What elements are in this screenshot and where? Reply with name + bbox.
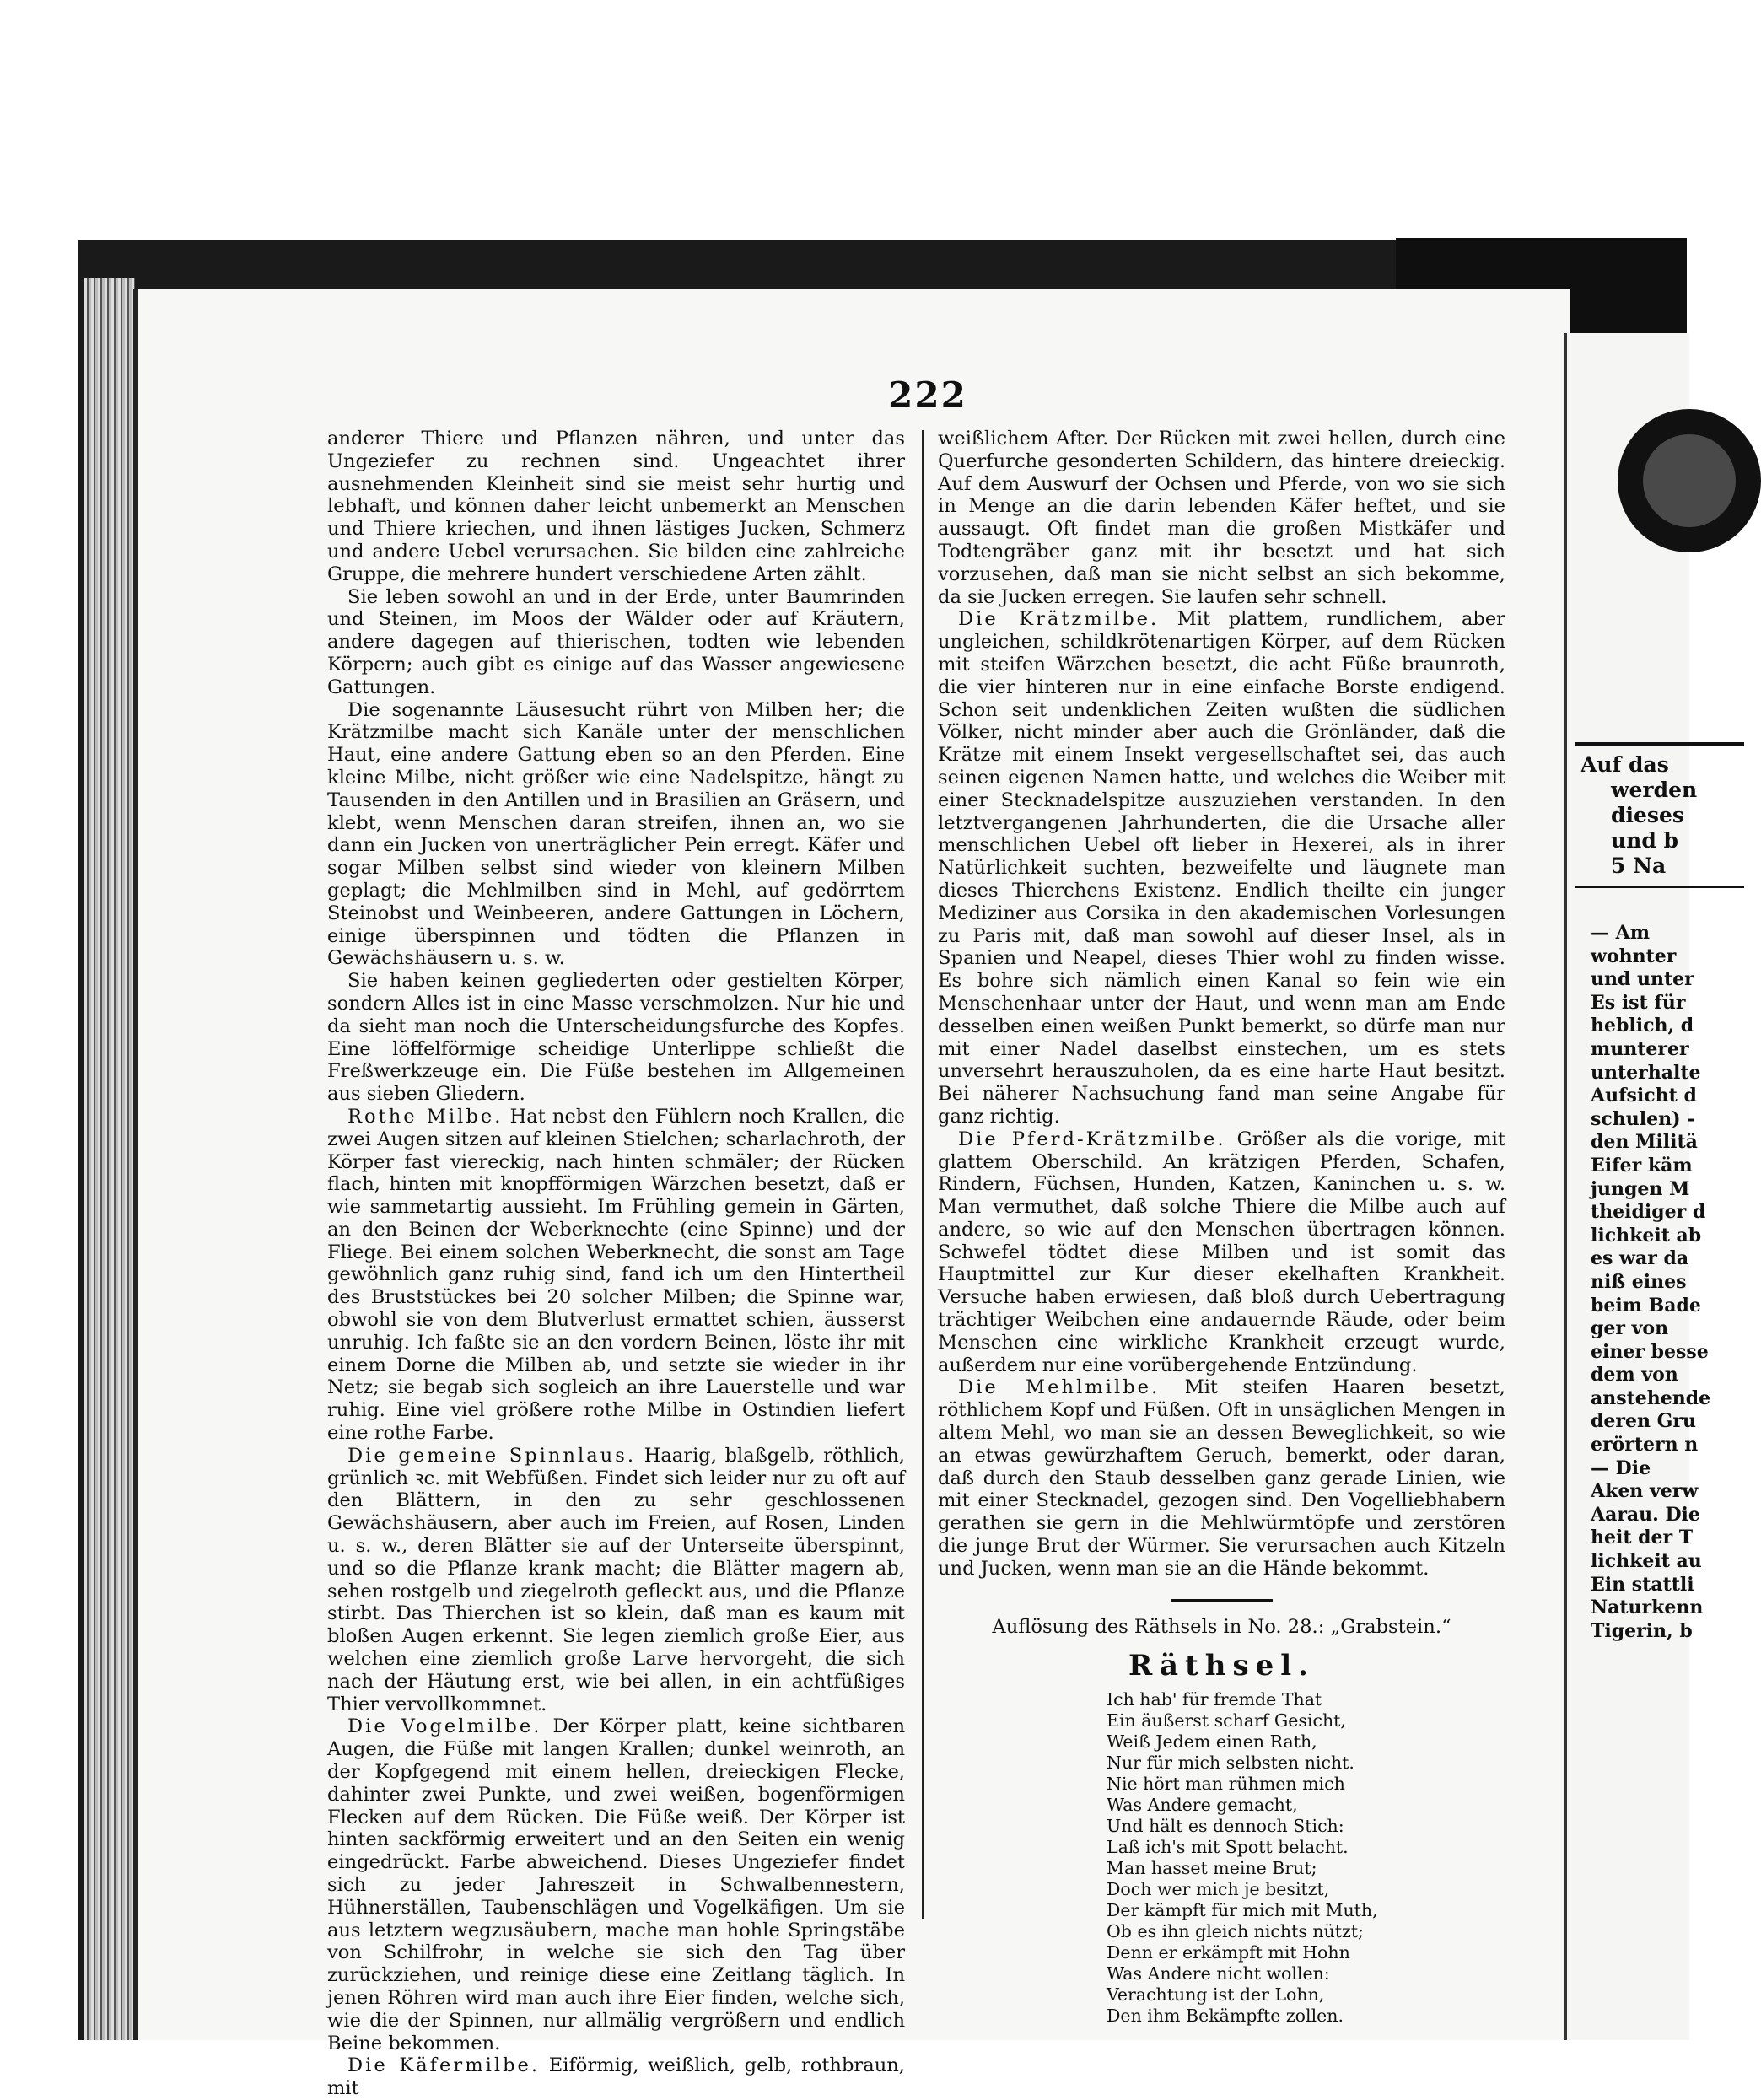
poem-line: Laß ich's mit Spott belacht. [1107,1837,1349,1858]
body-line: theidiger d [1591,1201,1706,1224]
body-line: ger von [1591,1317,1669,1340]
divider [1575,886,1744,888]
body-line: Ein stattli [1591,1573,1694,1596]
body-line: Tigerin, b [1591,1619,1693,1642]
body-line: — Am [1591,922,1651,944]
body-fragment [1591,922,1710,1643]
body-line: Eifer käm [1591,1154,1693,1177]
poem-line: Weiß Jedem einen Rath, [1107,1731,1317,1753]
poem-line: Der kämpft für mich mit Muth, [1107,1900,1378,1921]
body-line: Es ist für [1591,991,1686,1014]
paragraph: Sie leben sowohl an und in der Erde, unter Baumrinden und Steinen, im Moos der Wälder oder auf Kräutern, andere dagegen auf thierischen, todten wie lebenden Körpern; auch gibt es einige auf das Wasser angewiesene Gattungen. [327,585,905,698]
section-separator [1171,1599,1273,1602]
poem-line: Doch wer mich je besitzt, [1107,1879,1330,1900]
body-line: lichkeit ab [1591,1224,1702,1247]
body-line: heblich, d [1591,1015,1694,1037]
poem-line: Nie hört man rühmen mich [1107,1774,1345,1795]
notice-line: dieses [1611,803,1684,827]
body-line: einer besse [1591,1340,1709,1363]
body-line: es war da [1591,1247,1689,1270]
paragraph: anderer Thiere und Pflanzen nähren, und unter das Ungeziefer zu rechnen sind. Ungeachtet ihrer ausnehmenden Kleinheit sind sie meist sehr hurtig und lebhaft, und können daher leicht unbemerkt an Menschen und Thiere kriechen, und ihnen lästiges Jucken, Schmerz und andere Uebel verursachen. Sie bilden eine zahlreiche Gruppe, die mehrere hundert verschiedene Arten zählt. [327,428,905,585]
body-line: Aufsicht d [1591,1085,1697,1107]
poem-line: Man hasset meine Brut; [1107,1858,1317,1879]
poem-line: Verachtung ist der Lohn, [1107,1984,1325,2006]
body-line: Aarau. Die [1591,1503,1700,1526]
poem-line: Ein äußerst scharf Gesicht, [1107,1710,1346,1731]
divider [1575,742,1744,746]
entry-term: Die Pferd-Krätzmilbe. [958,1128,1226,1150]
poem-line: Den ihm Bekämpfte zollen. [1107,2006,1344,2027]
entry-term: Rothe Milbe. [347,1105,504,1128]
body-line: lichkeit au [1591,1550,1702,1573]
right-column [938,428,1505,2027]
body-line: beim Bade [1591,1294,1701,1317]
notice-line: und b [1611,828,1679,853]
body-line: deren Gru [1591,1410,1696,1433]
body-line: Aken verw [1591,1480,1699,1503]
masthead-logo-icon [1618,409,1761,552]
poem-line: Ob es ihn gleich nichts nützt; [1107,1921,1364,1942]
paragraph: Rothe Milbe. Hat nebst den Fühlern noch Krallen, die zwei Augen sitzen auf kleinen Stielchen; scharlachroth, der Körper fast viereckig, nach hinten schmäler; der Rücken flach, hinten mit knopfförmigen Wärzchen besetzt, daß er wie sammetartig aussieht. Im Frühling gemein in Gärten, an den Beinen der Weberknechte (eine Spinne) und der Fliege. Bei einem solchen Weberknecht, die sonst am Tage gewöhnlich ganz ruhig sind, fand ich um den Hintertheil des Bruststückes bei 20 solcher Milben; die Spinne war, obwohl sie von dem Blutverlust ermattet schien, äusserst unruhig. Ich faßte sie an den vordern Beinen, löste ihr mit einem Dorne die Milben ab, und setzte sie wieder in ihr Netz; sie begab sich sogleich an ihre Lauerstelle und war ruhig. Eine viel größere rothe Milbe in Ostindien liefert eine rothe Farbe. [327,1105,905,1445]
body-line: munterer [1591,1037,1689,1060]
paragraph: Die Mehlmilbe. Mit steifen Haaren besetzt, röthlichem Kopf und Füßen. Oft in unsäglichen Mengen in altem Mehl, wo man sie an dessen Beweglichkeit, so wie an etwas gewürzhaftem Geruch, bemerkt, oder daran, daß durch den Staub desselben ganz gerade Linien, wie mit einer Stecknadel, gezogen sind. Den Vogelliebhabern gerathen sie gern in die Mehlwürmtöpfe und zerstören die junge Brut der Würmer. Sie verursachen auch Kitzeln und Jucken, wenn man sie an die Hände bekommt. [938,1376,1505,1580]
entry-term: Die Krätzmilbe. [958,608,1160,631]
poem-line: Ich hab' für fremde That [1107,1689,1322,1710]
paragraph: Die sogenannte Läusesucht rührt von Milben her; die Krätzmilbe macht sich Kanäle unter der menschlichen Haut, eine andere Gattung eben so an den Pferden. Eine kleine Milbe, nicht größer wie eine Nadelspitze, hängt zu Tausenden in den Antillen und in Brasilien an Gräsern, und klebt, wenn Menschen daran streifen, ihnen an, wo sie dann ein Jucken von unerträglicher Pein erregt. Käfer und sogar Milben selbst sind wieder von kleinern Milben geplagt; die Mehlmilben sind in Mehl, auf gedörrtem Steinobst und Weinbeeren, andere Gattungen in Löchern, einige überspinnen und tödten die Pflanzen in Gewächshäusern u. s. w. [327,698,905,970]
poem-line: Nur für mich selbsten nicht. [1107,1753,1354,1774]
paragraph: Die gemeine Spinnlaus. Haarig, blaßgelb, röthlich, grünlich ꝛc. mit Webfüßen. Findet sich leider nur zu oft auf den Blättern, in den zu sehr geschlossenen Gewächshäusern, aber auch im Freien, auf Rosen, Linden u. s. w., deren Blätter sie auf der Unterseite überspinnt, und so die Pflanze krank macht; die Blätter magern ab, sehen rostgelb und ziegelroth gefleckt aus, und die Pflanze stirbt. Das Thierchen ist so klein, daß man es kaum mit bloßen Augen erkennt. Sie legen ziemlich große Eier, aus welchen eine ziemlich große Larve hervorgeht, die sich nach der Häutung erst, wie bei allen, in ein achtfüßiges Thier vervollkommnet. [327,1444,905,1715]
paragraph: Die Vogelmilbe. Der Körper platt, keine sichtbaren Augen, die Füße mit langen Krallen; dunkel weinroth, an der Kopfgegend mit einem hellen, dreieckigen Flecke, dahinter zwei Punkte, und zwei weißen, bogenförmigen Flecken auf dem Rücken. Die Füße weiß. Der Körper ist hinten sackförmig erweitert und an den Seiten ein wenig eingedrückt. Farbe abweichend. Dieses Ungeziefer findet sich zu jeder Jahreszeit in Schwalbennestern, Hühnerställen, Taubenschlägen und Vogelkäfigen. Um sie aus letztern wegzusäubern, mache man hohle Springstäbe von Schilfrohr, in welche sie sich den Tag über zurückziehen, und reinige diese eine Zeitlang täglich. In jenen Röhren wird man auch ihre Eier finden, welche sich, wie die der Spinnen, nur allmälig vergrößern und endlich Beine bekommen. [327,1715,905,2054]
paragraph: Die Krätzmilbe. Mit plattem, rundlichem, aber ungleichen, schildkrötenartigen Körper, auf dem Rücken mit steifen Wärzchen besetzt, die acht Füße braunroth, die vier hinteren nur in eine einfache Borste endigend. Schon seit undenklichen Zeiten wußten die südlichen Völker, nicht minder aber auch die Grönländer, daß die Krätze mit einem Insekt vergesellschaftet sei, das auch seinen eigenen Namen hatte, und welches die Weiber mit einer Stecknadelspitze auszuziehen verstanden. In den letztvergangenen Jahrhunderten, die die Ursache aller menschlichen Uebel oft lieber in Hexerei, als in ihrer Natürlichkeit suchten, bezweifelte und läugnete man dieses Thierchens Existenz. Endlich theilte ein junger Mediziner aus Corsika in den akademischen Vorlesungen zu Paris mit, daß man sowohl auf dieser Insel, als in Spanien und Neapel, dieses Thier wohl zu finden wisse. Es bohre sich nämlich einen Kanal so fein wie ein Menschenhaar unter der Haut, und wenn man am Ende desselben einen weißen Punkt bemerkt, so dürfe man nur mit einer Nadel daselbst einstechen, um es stets unversehrt herauszuholen, da es eine harte Haut besitzt. Bei näherer Nachsuchung fand man seine Angabe für ganz richtig. [938,608,1505,1128]
notice-line: werden [1611,778,1698,802]
notice-line: 5 Na [1611,853,1667,878]
poem-line: Was Andere gemacht, [1107,1795,1298,1816]
body-line: den Militä [1591,1131,1698,1154]
left-column [327,428,905,2100]
paragraph: Sie haben keinen gegliederten oder gestielten Körper, sondern Alles ist in eine Masse verschmolzen. Nur hie und da sieht man noch die Unterscheidungsfurche des Kopfes. Eine löffelförmige scheidige Unterlippe schließt die Freßwerkzeuge ein. Die Füße bestehen im Allgemeinen aus sieben Gliedern. [327,970,905,1106]
entry-term: Die Mehlmilbe. [958,1376,1161,1399]
entry-term: Die Käfermilbe. [347,2054,541,2077]
entry-term: Die Vogelmilbe. [347,1715,542,1738]
riddle-answer: Auflösung des Räthsels in No. 28.: „Grabstein.“ [992,1615,1451,1638]
page-number: 222 [888,374,967,416]
body-line: dem von [1591,1364,1678,1387]
next-page-strip [1564,333,1711,2040]
body-line: heit der T [1591,1527,1694,1549]
poem-line: Denn er erkämpft mit Hohn [1107,1942,1350,1963]
notice-line: Auf das [1581,752,1669,777]
body-line: Naturkenn [1591,1597,1704,1619]
entry-term: Die gemeine Spinnlaus. [347,1444,637,1467]
poem-line: Und hält es dennoch Stich: [1107,1816,1344,1837]
riddle-title: Räthsel. [1128,1649,1316,1683]
body-line: schulen) - [1591,1107,1695,1130]
riddle-poem [1107,1689,1505,2027]
notice-fragment [1581,752,1697,879]
body-line: jungen M [1591,1177,1690,1200]
body-line: unterhalte [1591,1061,1701,1084]
poem-line: Was Andere nicht wollen: [1107,1963,1330,1984]
column-divider [922,430,924,1919]
body-line: — Die [1591,1457,1651,1479]
body-line: wohnter [1591,945,1677,967]
paragraph: weißlichem After. Der Rücken mit zwei hellen, durch eine Querfurche gesonderten Schildern, das hintere dreieckig. Auf dem Auswurf der Ochsen und Pferde, von wo sie sich in Menge an die darin lebenden Käfer heftet, und sie aussaugt. Oft findet man die großen Mistkäfer und Todtengräber ganz mit ihr besetzt und hat sich vorzusehen, daß man sie nicht selbst an sich bekomme, da sie Jucken erregen. Sie laufen sehr schnell. [938,428,1505,608]
paragraph: Die Pferd-Krätzmilbe. Größer als die vorige, mit glattem Oberschild. An krätzigen Pferden, Schafen, Rindern, Füchsen, Hunden, Katzen, Kaninchen u. s. w. Man vermuthet, daß solche Thiere die Milbe auch auf andere, so wie auf den Menschen übertragen können. Schwefel tödtet diese Milben und ist somit das Hauptmittel zur Kur dieser ekelhaften Krankheit. Versuche haben erwiesen, daß bloß durch Uebertragung trächtiger Weibchen eine andauernde Räude, oder beim Menschen eine wirkliche Krankheit erzeugt wurde, außerdem nur eine vorübergehende Entzündung. [938,1128,1505,1376]
body-line: anstehende [1591,1387,1711,1409]
book-fore-edge [84,278,135,2040]
body-line: und unter [1591,968,1694,991]
body-line: erörtern n [1591,1434,1699,1457]
paragraph: Die Käfermilbe. Eiförmig, weißlich, gelb, rothbraun, mit [327,2054,905,2100]
body-line: niß eines [1591,1270,1687,1293]
